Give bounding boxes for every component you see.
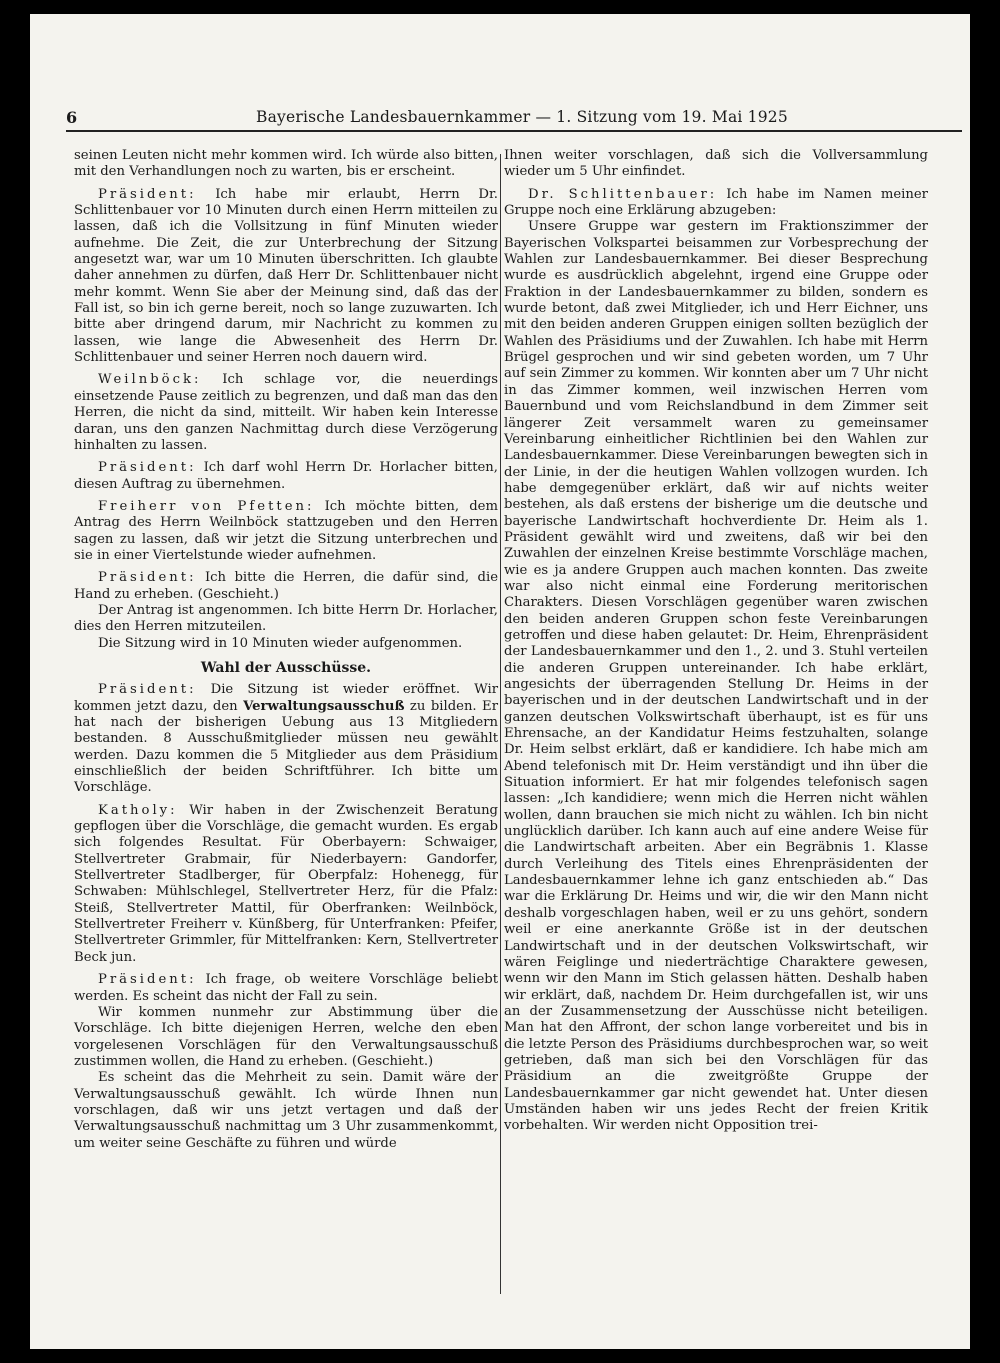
speaker-name: Präsident: (98, 460, 197, 476)
running-title: Bayerische Landesbauernkammer — 1. Sitzung vom 19. Mai 1925 (256, 108, 788, 126)
speech-text: Ich habe mir erlaubt, Herrn Dr. Schlittenbauer vor 10 Minuten durch einen Herrn mitteilen zu lassen, daß ich die Vollsitzung in fünf Minuten wieder aufnehme. Die Zeit, die zur Unterbrechung der Sitzung angesetzt war, war um 10 Minuten überschritten. Ich glaubte daher annehmen zu dürfen, daß Herr Dr. Schlittenbauer nicht mehr kommt. Wenn Sie aber der Meinung sind, daß das der Fall ist, so bin ich gerne bereit, noch so lange zuzuwarten. Ich bitte aber dringend darum, mir Nachricht zu kommen zu lassen, wie lange die Abwesenheit des Herrn Dr. Schlittenbauer und seiner Herren noch dauern wird. (74, 186, 498, 366)
paragraph (74, 499, 498, 564)
speech-text: Ich bitte die Herren, die dafür sind, die Hand zu erheben. (Geschieht.) (74, 570, 498, 602)
paragraph (74, 460, 498, 493)
paragraph: Der Antrag ist angenommen. Ich bitte Herrn Dr. Horlacher, dies den Herren mitzuteilen. (74, 602, 498, 635)
paragraph: Die Sitzung wird in 10 Minuten wieder aufgenommen. (98, 635, 463, 651)
paragraph: seinen Leuten nicht mehr kommen wird. Ich würde also bitten, mit den Verhandlungen noch zu warten, bis er erscheint. (74, 148, 498, 180)
paragraph: Wir kommen nunmehr zur Abstimmung über die Vorschläge. Ich bitte diejenigen Herren, welche den eben vorgelesenen Vorschlägen für den Verwaltungsausschuß zustimmen wollen, die Hand zu erheben. (Geschieht.) (74, 1004, 498, 1069)
speech-text: Ich habe im Namen meiner Gruppe noch eine Erklärung abzugeben: (504, 186, 928, 219)
column-divider (500, 154, 501, 1294)
speaker-name: Präsident: (98, 682, 197, 698)
speaker-name: Präsident: (98, 570, 197, 586)
speaker-name: Dr. Schlittenbauer: (528, 186, 718, 202)
paragraph (74, 803, 498, 966)
paragraph (504, 187, 928, 220)
speech-text: Ich schlage vor, die neuerdings einsetzende Pause zeitlich zu begrenzen, und daß man das den Herren, die nicht da sind, mitteilt. Wir haben kein Interesse daran, uns den ganzen Nachmittag durch diese Verzögerung hinhalten zu lassen. (74, 372, 498, 453)
paragraph (74, 570, 498, 603)
speaker-name: Präsident: (98, 186, 197, 202)
page-number: 6 (66, 108, 78, 127)
speaker-name: Präsident: (98, 972, 197, 988)
paragraph (74, 187, 498, 367)
right-column (504, 148, 928, 1141)
speech-text: Die Sitzung ist wieder eröffnet. Wir kommen jetzt dazu, den (74, 682, 498, 714)
paragraph: Ihnen weiter vorschlagen, daß sich die Vollversammlung wieder um 5 Uhr einfindet. (504, 148, 928, 180)
document-page (30, 14, 970, 1349)
speaker-name: Weilnböck: (98, 372, 202, 388)
running-header (66, 108, 962, 132)
speech-text: Ich frage, ob weitere Vorschläge beliebt werden. Es scheint das nicht der Fall zu sein. (74, 972, 498, 1004)
speech-text: Wir haben in der Zwischenzeit Beratung gepflogen über die Vorschläge, die gemacht wurden. Es ergab sich folgendes Resultat. Für Oberbayern: Schwaiger, Stellvertreter Grabmair, für Niederbayern: Gandorfer, Stellvertreter Stadlberger, für Oberpfalz: Hohenegg, für Schwaben: Mühlschlegel, Stellvertreter Herz, für die Pfalz: Steiß, Stellvertreter Mattil, für Oberfranken: Weilnböck, Stellvertreter Freiherr v. Künßberg, für Unterfranken: Pfeifer, Stellvertreter Grimmler, für Mittelfranken: Kern, Stellvertreter Beck jun. (74, 802, 498, 965)
section-title: Wahl der Ausschüsse. (200, 659, 372, 676)
speaker-name: Katholy: (98, 802, 178, 818)
paragraph (74, 682, 498, 796)
left-column (74, 148, 498, 1152)
speech-text: Ich möchte bitten, dem Antrag des Herrn Weilnböck stattzugeben und den Herren sagen zu lassen, daß wir jetzt die Sitzung unterbrechen und sie in einer Viertelstunde wieder aufnehmen. (74, 498, 498, 563)
speech-text: zu bilden. Er hat nach der bisherigen Uebung aus 13 Mitgliedern bestanden. 8 Ausschußmitglieder müssen neu gewählt werden. Dazu kommen die 5 Mitglieder aus dem Präsidium einschließlich der beiden Schriftführer. Ich bitte um Vorschläge. (74, 698, 498, 796)
speaker-name: Freiherr von Pfetten: (98, 498, 315, 514)
paragraph (74, 972, 498, 1005)
paragraph (74, 372, 498, 454)
speech-text: Ich darf wohl Herrn Dr. Horlacher bitten, diesen Auftrag zu übernehmen. (74, 460, 498, 492)
paragraph: Es scheint das die Mehrheit zu sein. Damit wäre der Verwaltungsausschuß gewählt. Ich würde Ihnen nun vorschlagen, daß wir uns jetzt vertagen und daß der Verwaltungsausschuß nachmittag um 3 Uhr zusammenkommt, um weiter seine Geschäfte zu führen und würde (74, 1070, 498, 1151)
bold-term: Verwaltungsausschuß (243, 698, 405, 714)
paragraph: Unsere Gruppe war gestern im Fraktionszimmer der Bayerischen Volkspartei beisammen zur Vorbesprechung der Wahlen zur Landesbauernkammer. Bei dieser Besprechung wurde es ausdrücklich abgelehnt, irgend eine Gruppe oder Fraktion in der Landesbauernkammer zu bilden, sondern es wurde betont, daß zwei Mitglieder, ich und Herr Eichner, uns mit den beiden anderen Gruppen einigen sollten bezüglich der Wahlen des Präsidiums und der Zuwahlen. Ich habe mit Herrn Brügel gesprochen und wir sind gebeten worden, um 7 Uhr auf sein Zimmer zu kommen. Wir konnten aber um 7 Uhr nicht in das Zimmer kommen, weil inzwischen Herren vom Bauernbund und vom Reichslandbund in dem Zimmer seit längerer Zeit versammelt waren zu gemeinsamer Vereinbarung einheitlicher Richtlinien bei den Wahlen zur Landesbauernkammer. Diese Vereinbarungen bewegten sich in der Linie, in der die heutigen Wahlen vollzogen wurden. Ich habe demgegenüber erklärt, daß wir auf nichts weiter bestehen, als daß erstens der bisherige um die deutsche und bayerische Landwirtschaft hochverdiente Dr. Heim als 1. Präsident gewählt wird und zweitens, daß wir bei den Zuwahlen der einzelnen Kreise bestimmte Vorschläge machen, wie es ja andere Gruppen auch machen konnten. Das zweite war also nicht einmal eine Forderung meritorischen Charakters. Diesen Vorschlägen gegenüber waren zwischen den beiden anderen Gruppen schon feste Vereinbarungen getroffen und diese haben gelautet: Dr. Heim, Ehrenpräsident der Landesbauernkammer und den 1., 2. und 3. Stuhl verteilen die anderen Gruppen untereinander. Ich habe erklärt, angesichts der überragenden Stellung Dr. Heims in der bayerischen und in der deutschen Landwirtschaft und in der ganzen deutschen Volkswirtschaft überhaupt, ist es für uns Ehrensache, an der Kandidatur Heims festzuhalten, solange Dr. Heim selbst erklärt, daß er kandidiere. Ich habe mich am Abend telefonisch mit Dr. Heim verständigt und ihn über die Situation informiert. Er hat mir folgendes telefonisch sagen lassen: „Ich kandidiere; wenn mich die Herren nicht wählen wollen, dann brauchen sie mich nicht zu wählen. Ich bin nicht unglücklich darüber. Ich kann auch auf eine andere Weise für die Landwirtschaft arbeiten. Aber ein Begräbnis 1. Klasse durch Verleihung des Titels eines Ehrenpräsidenten der Landesbauernkammer lehne ich ganz entschieden ab.“ Das war die Erklärung Dr. Heims und wir, die wir den Mann nicht deshalb vorgeschlagen haben, weil er zu uns gehört, sondern weil er eine anerkannte Größe ist in der deutschen Landwirtschaft und in der deutschen Volkswirtschaft, wir wären Feiglinge und niederträchtige Charaktere gewesen, wenn wir den Mann im Stich gelassen hätten. Deshalb haben wir erklärt, daß, nachdem Dr. Heim durchgefallen ist, wir uns an der Zusammensetzung der Ausschüsse nicht beteiligen. Man hat den Affront, der schon lange vorbereitet und bis in die letzte Person des Präsidiums durchbesprochen war, so weit getrieben, daß man sich bei den Vorschlägen für das Präsidium an die zweitgrößte Gruppe der Landesbauernkammer gar nicht gewendet hat. Unter diesen Umständen haben wir uns jedes Recht der freien Kritik vorbehalten. Wir werden nicht Opposition trei- (504, 219, 928, 1134)
